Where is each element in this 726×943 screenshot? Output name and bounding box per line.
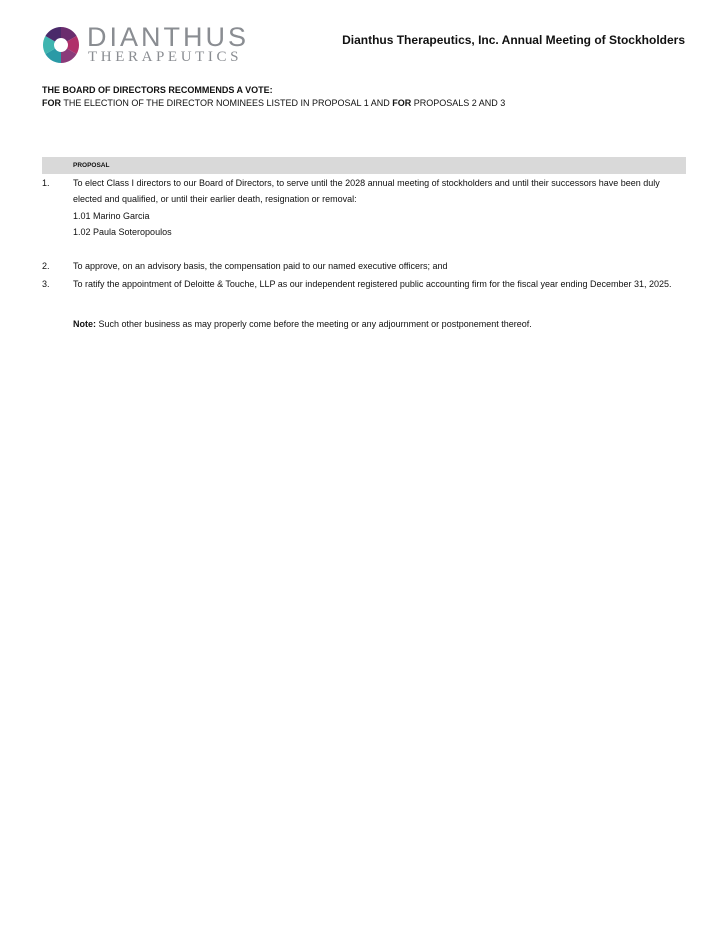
proposal-header-bar: [42, 157, 686, 174]
recommendation-text: [42, 97, 505, 110]
proposal-text: To ratify the appointment of Deloitte & Touche, LLP as our independent registered public accounting firm for the fiscal year ending December 31, 2025.: [73, 279, 672, 289]
note-label: Note:: [73, 319, 96, 329]
recommendation-heading: THE BOARD OF DIRECTORS RECOMMENDS A VOTE:: [42, 85, 273, 95]
logo-subword: THERAPEUTICS: [88, 49, 243, 65]
for-label: FOR: [42, 98, 61, 108]
proposal-text: To approve, on an advisory basis, the compensation paid to our named executive officers; and: [73, 261, 448, 271]
proposal-note: [73, 318, 685, 331]
for-label: FOR: [392, 98, 412, 108]
note-text: Such other business as may properly come before the meeting or any adjournment or postponement thereof.: [96, 319, 532, 329]
proposal-number: 3.: [42, 279, 50, 289]
board-recommendation: [42, 84, 505, 110]
proposal-number: 1.: [42, 178, 50, 188]
dianthus-flower-logo-icon: [41, 25, 81, 65]
logo-wordmark: DIANTHUS: [87, 22, 250, 52]
document-title: Dianthus Therapeutics, Inc. Annual Meeting of Stockholders: [342, 33, 685, 47]
nominee-item: 1.02 Paula Soteropoulos: [73, 227, 172, 237]
proposal-text: To elect Class I directors to our Board of Directors, to serve until the 2028 annual meeting of stockholders and until their successors have been duly elected and qualified, or until their earlier death, resignation or removal:: [73, 178, 660, 204]
nominee-item: 1.01 Marino Garcia: [73, 211, 150, 221]
company-logo: [41, 22, 251, 69]
proposal-body: [73, 175, 685, 240]
recommendation-mid: THE ELECTION OF THE DIRECTOR NOMINEES LISTED IN PROPOSAL 1 AND: [61, 98, 393, 108]
recommendation-end: PROPOSALS 2 AND 3: [411, 98, 506, 108]
proposal-number: 2.: [42, 261, 50, 271]
proposal-header-label: PROPOSAL: [73, 162, 110, 169]
